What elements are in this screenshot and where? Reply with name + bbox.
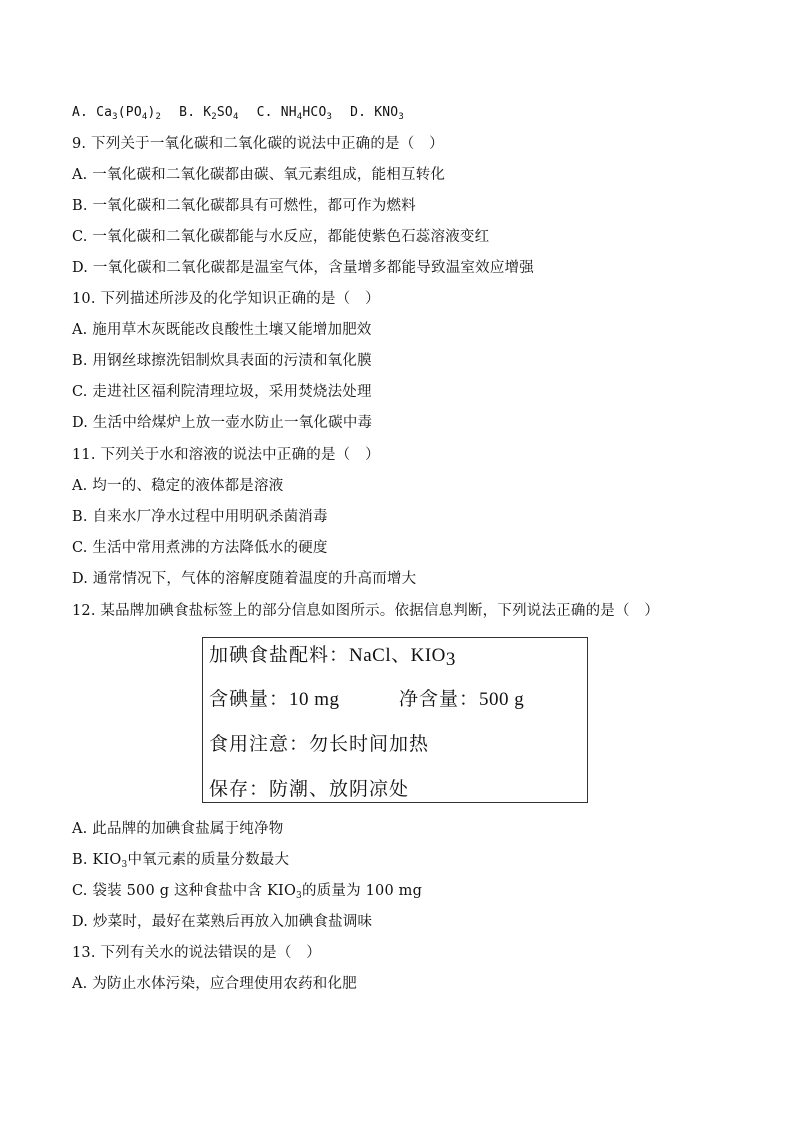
q9-option-d: D. 一氧化碳和二氧化碳都是温室气体，含量增多都能导致温室效应增强 (72, 260, 534, 276)
q9-option-a: A. 一氧化碳和二氧化碳都由碳、氧元素组成，能相互转化 (72, 167, 446, 183)
q10-stem: 10. 下列描述所涉及的化学知识正确的是（ ） (72, 291, 380, 307)
q12-stem: 12. 某品牌加碘食盐标签上的部分信息如图所示。依据信息判断，下列说法正确的是（ ） (72, 603, 660, 619)
q12-option-d: D. 炒菜时，最好在菜熟后再放入加碘食盐调味 (72, 914, 373, 930)
q13-stem: 13. 下列有关水的说法错误的是（ ） (72, 945, 321, 961)
label-iodine-content: 含碘量：10 mg (209, 688, 340, 710)
q11-option-d: D. 通常情况下，气体的溶解度随着温度的升高而增大 (72, 571, 417, 587)
q9-option-c: C. 一氧化碳和二氧化碳都能与水反应，都能使紫色石蕊溶液变红 (72, 229, 490, 245)
label-net-content: 净含量：500 g (399, 688, 525, 710)
q10-option-c: C. 走进社区福利院清理垃圾，采用焚烧法处理 (72, 384, 372, 400)
q12-option-c: C. 袋装 500 g 这种食盐中含 $KIO_3$的质量为 100 mg (72, 883, 423, 901)
salt-label-figure (202, 637, 588, 803)
label-ingredients: 加碘食盐配料：NaCl、$KIO_3$ (209, 644, 456, 670)
q9-option-b: B. 一氧化碳和二氧化碳都具有可燃性，都可作为燃料 (72, 198, 416, 214)
q10-option-d: D. 生活中给煤炉上放一壶水防止一氧化碳中毒 (72, 415, 373, 431)
q11-option-c: C. 生活中常用煮沸的方法降低水的硬度 (72, 540, 328, 556)
q11-stem: 11. 下列关于水和溶液的说法中正确的是（ ） (72, 447, 380, 463)
q10-option-b: B. 用钢丝球擦洗铝制炊具表面的污渍和氧化膜 (72, 353, 372, 369)
q8-options (72, 103, 404, 123)
q8-option-c: C. $NH_4HCO_3$ (256, 105, 333, 122)
q9-stem: 9. 下列关于一氧化碳和二氧化碳的说法中正确的是（ ） (72, 136, 444, 152)
q11-option-a: A. 均一的、稳定的液体都是溶液 (72, 478, 284, 494)
q13-option-a: A. 为防止水体污染，应合理使用农药和化肥 (72, 976, 357, 992)
q12-option-b: B. $KIO_3$中氧元素的质量分数最大 (72, 852, 290, 870)
q8-option-b: B. $K_2SO_4$ (179, 105, 239, 122)
q8-option-d: D. $KNO_3$ (350, 105, 404, 122)
label-storage: 保存：防潮、放阴凉处 (209, 778, 410, 800)
q11-option-b: B. 自来水厂净水过程中用明矾杀菌消毒 (72, 509, 328, 525)
q12-option-a: A. 此品牌的加碘食盐属于纯净物 (72, 821, 284, 837)
label-usage-note: 食用注意：勿长时间加热 (209, 733, 430, 755)
q8-option-a: A. $Ca_3(PO_4)_2$ (72, 105, 162, 122)
q10-option-a: A. 施用草木灰既能改良酸性土壤又能增加肥效 (72, 322, 372, 338)
